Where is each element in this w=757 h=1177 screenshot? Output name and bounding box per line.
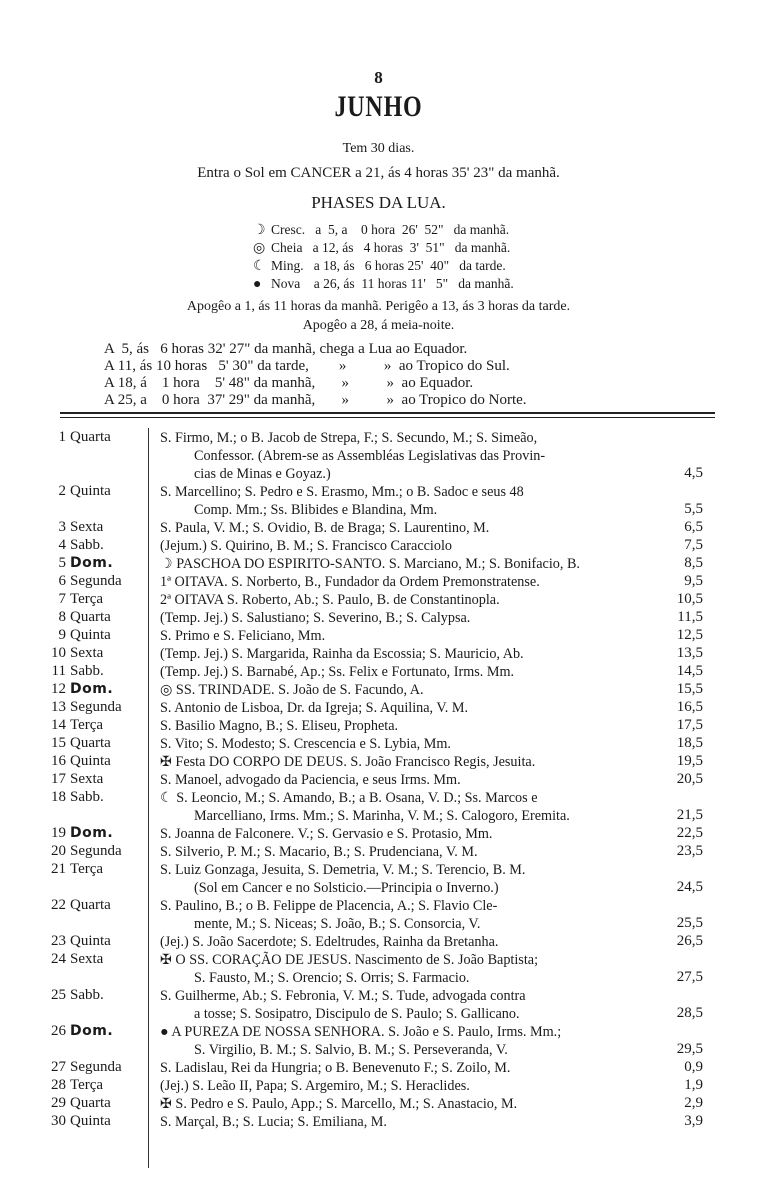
moon-age-value: 5,5 [684, 501, 703, 517]
moon-age-value: 24,5 [676, 879, 703, 895]
day-number: 23 [51, 933, 66, 949]
day-number: 18 [51, 789, 66, 805]
weekday-name: Segunda [70, 843, 122, 859]
day-number: 2 [58, 483, 66, 499]
column-divider [148, 428, 149, 1168]
day-number: 25 [51, 987, 66, 1003]
moon-phase-text: Cheia a 12, ás 4 horas 3' 51" da manhã. [271, 240, 511, 255]
phases-title: PHASES DA LUA. [311, 193, 446, 212]
description-line: S. Paula, V. M.; S. Ovidio, B. de Braga; S. Laurentino, M. [160, 520, 490, 536]
moon-age-value: 18,5 [676, 735, 703, 751]
moon-age-value: 9,5 [684, 573, 703, 589]
saints-description [160, 897, 640, 933]
day-number: 29 [51, 1095, 66, 1111]
first-quarter-moon-icon: ☽ [253, 223, 266, 238]
moon-phase-row [253, 222, 673, 239]
saints-description [160, 699, 640, 717]
moon-age-value: 0,9 [684, 1059, 703, 1075]
description-line: Marcelliano, Irms. Mm.; S. Marinha, V. M.; S. Calogoro, Eremita. [194, 808, 570, 824]
weekday-name: Segunda [70, 699, 122, 715]
moon-age-value: 7,5 [684, 537, 703, 553]
moon-age-value: 29,5 [676, 1041, 703, 1057]
day-number: 30 [51, 1113, 66, 1129]
saints-description [160, 987, 640, 1023]
weekday-name: Dom. [70, 825, 114, 841]
description-line: ✠ S. Pedro e S. Paulo, App.; S. Marcello, M.; S. Anastacio, M. [160, 1096, 518, 1112]
day-number: 9 [58, 627, 66, 643]
saints-description [160, 537, 640, 555]
saints-description [160, 609, 640, 627]
day-number: 21 [51, 861, 66, 877]
equator-line: A 18, á 1 hora 5' 48" da manhã, » » ao Equador. [104, 375, 474, 391]
description-line: S. Joanna de Falconere. V.; S. Gervasio e S. Protasio, Mm. [160, 826, 493, 842]
description-line: Comp. Mm.; Ss. Blibides e Blandina, Mm. [194, 502, 438, 518]
description-line: S. Primo e S. Feliciano, Mm. [160, 628, 326, 644]
saints-description [160, 627, 640, 645]
equator-line: A 5, ás 6 horas 32' 27" da manhã, chega a Lua ao Equador. [104, 341, 468, 357]
sun-entry-line: Entra o Sol em CANCER a 21, ás 4 horas 35' 23" da manhã. [197, 165, 560, 181]
description-line: (Temp. Jej.) S. Barnabé, Ap.; Ss. Felix e Fortunato, Irms. Mm. [160, 664, 515, 680]
equator-line: A 11, ás 10 horas 5' 30" da tarde, » » ao Tropico do Sul. [104, 358, 510, 374]
moon-age-value: 3,9 [684, 1113, 703, 1129]
day-number: 1 [58, 429, 66, 445]
saints-description [160, 1023, 640, 1059]
weekday-name: Quarta [70, 897, 111, 913]
moon-age-value: 6,5 [684, 519, 703, 535]
saints-description [160, 645, 640, 663]
weekday-name: Quinta [70, 933, 111, 949]
description-line: mente, M.; S. Niceas; S. João, B.; S. Consorcia, V. [194, 916, 481, 932]
weekday-name: Terça [70, 861, 104, 877]
weekday-name: Dom. [70, 555, 114, 571]
moon-age-value: 10,5 [676, 591, 703, 607]
saints-description [160, 843, 640, 861]
day-number: 11 [51, 663, 66, 679]
weekday-name: Quarta [70, 429, 111, 445]
moon-age-value: 25,5 [676, 915, 703, 931]
description-line: S. Manoel, advogado da Paciencia, e seus Irms. Mm. [160, 772, 461, 788]
day-number: 14 [51, 717, 66, 733]
saints-description [160, 1059, 640, 1077]
page-number: 8 [374, 68, 383, 87]
moon-age-value: 11,5 [677, 609, 703, 625]
saints-description [160, 1077, 640, 1095]
description-line: ☽ PASCHOA DO ESPIRITO-SANTO. S. Marciano, M.; S. Bonifacio, B. [160, 556, 580, 572]
description-line: ✠ Festa DO CORPO DE DEUS. S. João Francisco Regis, Jesuita. [160, 754, 536, 770]
weekday-name: Quinta [70, 483, 111, 499]
weekday-name: Sabb. [70, 663, 104, 679]
day-number: 15 [51, 735, 66, 751]
new-moon-icon: ● [253, 277, 262, 292]
saints-description [160, 825, 640, 843]
moon-age-value: 27,5 [676, 969, 703, 985]
weekday-name: Segunda [70, 573, 122, 589]
moon-age-value: 21,5 [676, 807, 703, 823]
saints-description [160, 573, 640, 591]
description-line: S. Guilherme, Ab.; S. Febronia, V. M.; S. Tude, advogada contra [160, 988, 526, 1004]
weekday-name: Terça [70, 717, 104, 733]
moon-age-value: 1,9 [684, 1077, 703, 1093]
day-number: 8 [58, 609, 66, 625]
description-line: (Jej.) S. João Sacerdote; S. Edeltrudes, Rainha da Bretanha. [160, 934, 499, 950]
description-line: ◎ SS. TRINDADE. S. João de S. Facundo, A. [160, 682, 424, 698]
description-line: (Jejum.) S. Quirino, B. M.; S. Francisco Caracciolo [160, 538, 452, 554]
moon-age-value: 2,9 [684, 1095, 703, 1111]
saints-description [160, 663, 640, 681]
saints-description [160, 429, 640, 483]
day-number: 19 [51, 825, 66, 841]
moon-age-value: 14,5 [676, 663, 703, 679]
moon-age-value: 28,5 [676, 1005, 703, 1021]
weekday-name: Sabb. [70, 987, 104, 1003]
days-count-line: Tem 30 dias. [342, 141, 415, 156]
weekday-name: Segunda [70, 1059, 122, 1075]
page-title: JUNHO [334, 90, 423, 123]
moon-age-value: 12,5 [676, 627, 703, 643]
weekday-name: Terça [70, 591, 104, 607]
moon-age-value: 16,5 [676, 699, 703, 715]
description-line: ✠ O SS. CORAÇÃO DE JESUS. Nascimento de S. João Baptista; [160, 952, 539, 968]
weekday-name: Quarta [70, 1095, 111, 1111]
day-number: 3 [58, 519, 66, 535]
description-line: S. Virgilio, B. M.; S. Salvio, B. M.; S. Perseveranda, V. [194, 1042, 508, 1058]
description-line: S. Paulino, B.; o B. Felippe de Placencia, A.; S. Flavio Cle- [160, 898, 498, 914]
saints-description [160, 735, 640, 753]
day-number: 16 [51, 753, 66, 769]
weekday-name: Sexta [70, 951, 104, 967]
description-line: S. Marcellino; S. Pedro e S. Erasmo, Mm.; o B. Sadoc e seus 48 [160, 484, 524, 500]
moon-age-value: 4,5 [684, 465, 703, 481]
description-line: 2ª OITAVA S. Roberto, Ab.; S. Paulo, B. de Constantinopla. [160, 592, 500, 608]
saints-description [160, 1113, 640, 1131]
description-line: 1ª OITAVA. S. Norberto, B., Fundador da Ordem Premonstratense. [160, 574, 540, 590]
day-number: 20 [51, 843, 66, 859]
moon-phase-row [253, 276, 673, 293]
description-line: S. Silverio, P. M.; S. Macario, B.; S. Prudenciana, V. M. [160, 844, 478, 860]
weekday-name: Sexta [70, 771, 104, 787]
day-number: 12 [51, 681, 66, 697]
description-line: a tosse; S. Sosipatro, Discipulo de S. Paulo; S. Gallicano. [194, 1006, 520, 1022]
moon-age-value: 19,5 [676, 753, 703, 769]
moon-phase-text: Ming. a 18, ás 6 horas 25' 40" da tarde. [271, 258, 506, 273]
moon-age-value: 20,5 [676, 771, 703, 787]
day-number: 4 [58, 537, 66, 553]
weekday-name: Dom. [70, 681, 114, 697]
saints-description [160, 789, 640, 825]
saints-description [160, 519, 640, 537]
moon-age-value: 17,5 [676, 717, 703, 733]
apogee-line-1: Apogêo a 1, ás 11 horas da manhã. Perigêo a 13, ás 3 horas da tarde. [186, 299, 571, 314]
day-number: 26 [51, 1023, 66, 1039]
weekday-name: Quinta [70, 753, 111, 769]
description-line: ● A PUREZA DE NOSSA SENHORA. S. João e S. Paulo, Irms. Mm.; [160, 1024, 562, 1040]
weekday-name: Quinta [70, 1113, 111, 1129]
description-line: ☾ S. Leoncio, M.; S. Amando, B.; a B. Osana, V. D.; Ss. Marcos e [160, 790, 538, 806]
description-line: S. Basilio Magno, B.; S. Eliseu, Propheta. [160, 718, 399, 734]
weekday-name: Sabb. [70, 537, 104, 553]
saints-description [160, 483, 640, 519]
weekday-name: Sexta [70, 645, 104, 661]
moon-phase-row [253, 258, 673, 275]
weekday-name: Quinta [70, 627, 111, 643]
day-number: 17 [51, 771, 66, 787]
moon-age-value: 22,5 [676, 825, 703, 841]
divider-thin [60, 417, 715, 418]
moon-age-value: 23,5 [676, 843, 703, 859]
equator-line: A 25, a 0 hora 37' 29" da manhã, » » ao Tropico do Norte. [104, 392, 527, 408]
day-number: 24 [51, 951, 66, 967]
saints-description [160, 591, 640, 609]
saints-description [160, 861, 640, 897]
description-line: (Jej.) S. Leão II, Papa; S. Argemiro, M.; S. Heraclides. [160, 1078, 470, 1094]
description-line: S. Ladislau, Rei da Hungria; o B. Benevenuto F.; S. Zoilo, M. [160, 1060, 511, 1076]
apogee-line-2: Apogêo a 28, á meia-noite. [302, 318, 455, 333]
description-line: S. Antonio de Lisboa, Dr. da Igreja; S. Aquilina, V. M. [160, 700, 469, 716]
day-number: 13 [51, 699, 66, 715]
weekday-name: Quarta [70, 735, 111, 751]
description-line: S. Vito; S. Modesto; S. Crescencia e S. Lybia, Mm. [160, 736, 451, 752]
description-line: S. Marçal, B.; S. Lucia; S. Emiliana, M. [160, 1114, 387, 1130]
description-line: (Sol em Cancer e no Solsticio.—Principia o Inverno.) [194, 880, 499, 896]
moon-phase-text: Nova a 26, ás 11 horas 11' 5" da manhã. [271, 276, 514, 291]
day-number: 6 [58, 573, 66, 589]
description-line: cias de Minas e Goyaz.) [194, 466, 331, 482]
moon-phase-row [253, 240, 673, 257]
day-number: 10 [51, 645, 66, 661]
moon-age-value: 15,5 [676, 681, 703, 697]
description-line: S. Fausto, M.; S. Orencio; S. Orris; S. Farmacio. [194, 970, 470, 986]
weekday-name: Quarta [70, 609, 111, 625]
day-number: 5 [58, 555, 66, 571]
description-line: (Temp. Jej.) S. Margarida, Rainha da Escossia; S. Mauricio, Ab. [160, 646, 524, 662]
saints-description [160, 951, 640, 987]
day-number: 22 [51, 897, 66, 913]
description-line: S. Luiz Gonzaga, Jesuita, S. Demetria, V. M.; S. Terencio, B. M. [160, 862, 526, 878]
saints-description [160, 681, 640, 699]
divider-thick [60, 412, 715, 414]
day-number: 28 [51, 1077, 66, 1093]
last-quarter-moon-icon: ☾ [253, 259, 266, 274]
description-line: Confessor. (Abrem-se as Assembléas Legislativas das Provin- [194, 448, 546, 464]
description-line: S. Firmo, M.; o B. Jacob de Strepa, F.; S. Secundo, M.; S. Simeão, [160, 430, 538, 446]
day-number: 7 [58, 591, 66, 607]
weekday-name: Terça [70, 1077, 104, 1093]
moon-phase-text: Cresc. a 5, a 0 hora 26' 52" da manhã. [271, 222, 510, 237]
saints-description [160, 1095, 640, 1113]
weekday-name: Sabb. [70, 789, 104, 805]
moon-age-value: 13,5 [676, 645, 703, 661]
saints-description [160, 555, 640, 573]
saints-description [160, 771, 640, 789]
moon-age-value: 26,5 [676, 933, 703, 949]
weekday-name: Sexta [70, 519, 104, 535]
saints-description [160, 717, 640, 735]
weekday-name: Dom. [70, 1023, 114, 1039]
saints-description [160, 753, 640, 771]
description-line: (Temp. Jej.) S. Salustiano; S. Severino, B.; S. Calypsa. [160, 610, 471, 626]
saints-description [160, 933, 640, 951]
full-moon-icon: ◎ [253, 241, 266, 256]
day-number: 27 [51, 1059, 66, 1075]
moon-age-value: 8,5 [684, 555, 703, 571]
